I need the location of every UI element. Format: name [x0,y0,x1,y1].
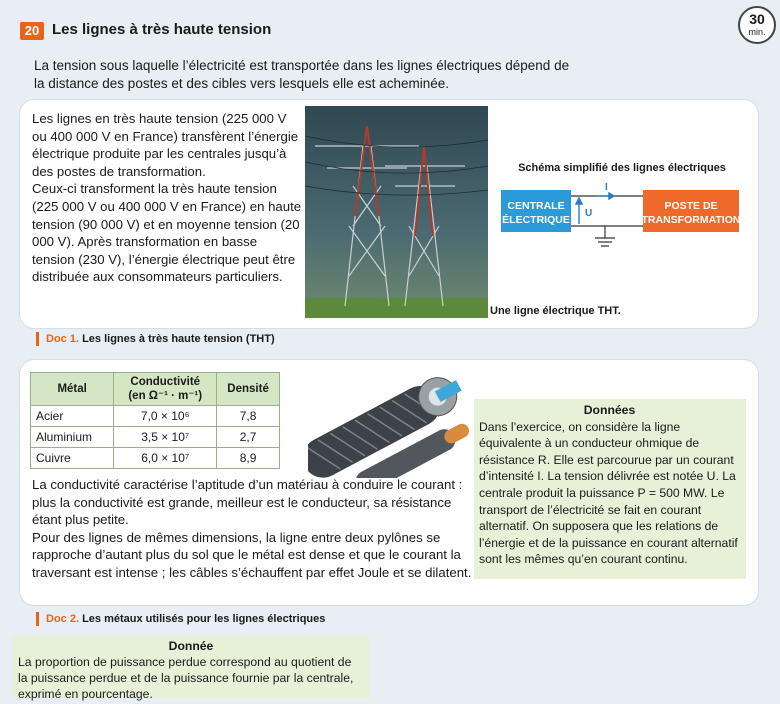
metal-cell: Aluminium [31,427,114,448]
data-box-text: Dans l’exercice, on considère la ligne équivalente à un conducteur ohmique de résistance R. Elle est parcourue par un courant d’intensité I. La tension délivrée est notée U. La centrale produit la puissance P = 500 MW. Le transport de l’électricité se fait en courant alternatif. On supposera que les relations de l’énergie et de la puissance en courant alternatif sont les mêmes qu’en courant continu. [479,419,738,567]
schema-current-label: I [605,182,608,193]
metal-cell: Acier [31,406,114,427]
schema-left-label-2: ÉLECTRIQUE [502,214,570,226]
table-header-conductivity-label: Conductivité [130,376,201,388]
timer-unit: min. [748,27,766,37]
metal-cell: Cuivre [31,448,114,469]
doc1-paragraph-2: Ceux-ci transforment la très haute tension (225 000 V ou 400 000 V en France) en haute tension (90 000 V) et en moyenne tension (20 000 V). Après transformation en basse tension (230 V), l’énergie électrique peut être distribuée aux consommateurs particuliers. [32,181,302,285]
conductivity-cell: 6,0 × 10⁷ [114,448,217,469]
data-box-title: Données [583,403,636,417]
power-line-schema [497,176,747,252]
data-box [474,399,746,579]
schema-right-label-2: TRANSFORMATION [641,214,741,226]
table-row [31,427,280,448]
doc2-marker [36,612,39,626]
schema-left-label-1: CENTRALE [507,200,565,212]
timer-value: 30 [749,11,765,27]
density-cell: 7,8 [217,406,280,427]
extra-data-text: La proportion de puissance perdue correspond au quotient de la puissance perdue et de la puissance fournie par la centrale, exprimé en pourcentage. [18,655,354,701]
schema-voltage-label: U [585,208,593,219]
extra-data-title: Donnée [168,639,214,653]
doc1-label [46,333,275,345]
conductivity-cell: 7,0 × 10⁶ [114,406,217,427]
doc1-title: Les lignes à très haute tension (THT) [82,333,275,345]
exercise-number: 20 [20,22,44,40]
exercise-title: Les lignes à très haute tension [52,21,272,38]
table-header-conductivity [114,373,217,406]
conductivity-cell: 3,5 × 10⁷ [114,427,217,448]
density-cell: 8,9 [217,448,280,469]
table-header-metal: Métal [31,373,114,406]
doc2-number: Doc 2. [46,613,80,625]
table-header-density: Densité [217,373,280,406]
timer-badge [738,6,776,44]
table-row [31,406,280,427]
table-header-row [31,373,280,406]
doc1-paragraph-1: Les lignes en très haute tension (225 000 V ou 400 000 V en France) transfèrent l’énergie électrique produite par les centrales jusqu’à des postes de transformation. [32,111,299,179]
doc1-marker [36,332,39,346]
table-row [31,448,280,469]
table-header-conductivity-unit: (en Ω⁻¹ · m⁻¹) [128,390,203,402]
doc1-number: Doc 1. [46,333,80,345]
intro-text: La tension sous laquelle l’électricité est transportée dans les lignes électriques dépend de la distance des postes et des cibles vers lesquels elle est acheminée. [34,58,570,91]
cable-photo [308,370,476,478]
density-cell: 2,7 [217,427,280,448]
doc1-text [32,110,302,286]
schema-title: Schéma simplifié des lignes électriques [518,162,726,174]
pylon-photo [305,106,488,318]
doc2-paragraph-2: Pour des lignes de mêmes dimensions, la ligne entre deux pylônes se rapproche d’autant plus du sol que le métal est dense et que le courant la traversant est intense ; les câbles s’échauffent par effet Joule et se dilatent. [32,529,472,580]
photo-caption: Une ligne électrique THT. [490,305,621,317]
doc2-title: Les métaux utilisés pour les lignes électriques [82,613,326,625]
schema-right-label-1: POSTE DE [664,200,718,212]
doc2-label [46,613,325,625]
metals-table [30,372,280,469]
doc2-paragraph-1: La conductivité caractérise l’aptitude d’un matériau à conduire le courant : plus la conductivité est grande, meilleur est le conducteur, sa résistance étant plus petite. [32,477,463,528]
extra-data-box [12,636,370,701]
doc2-text [32,476,472,582]
